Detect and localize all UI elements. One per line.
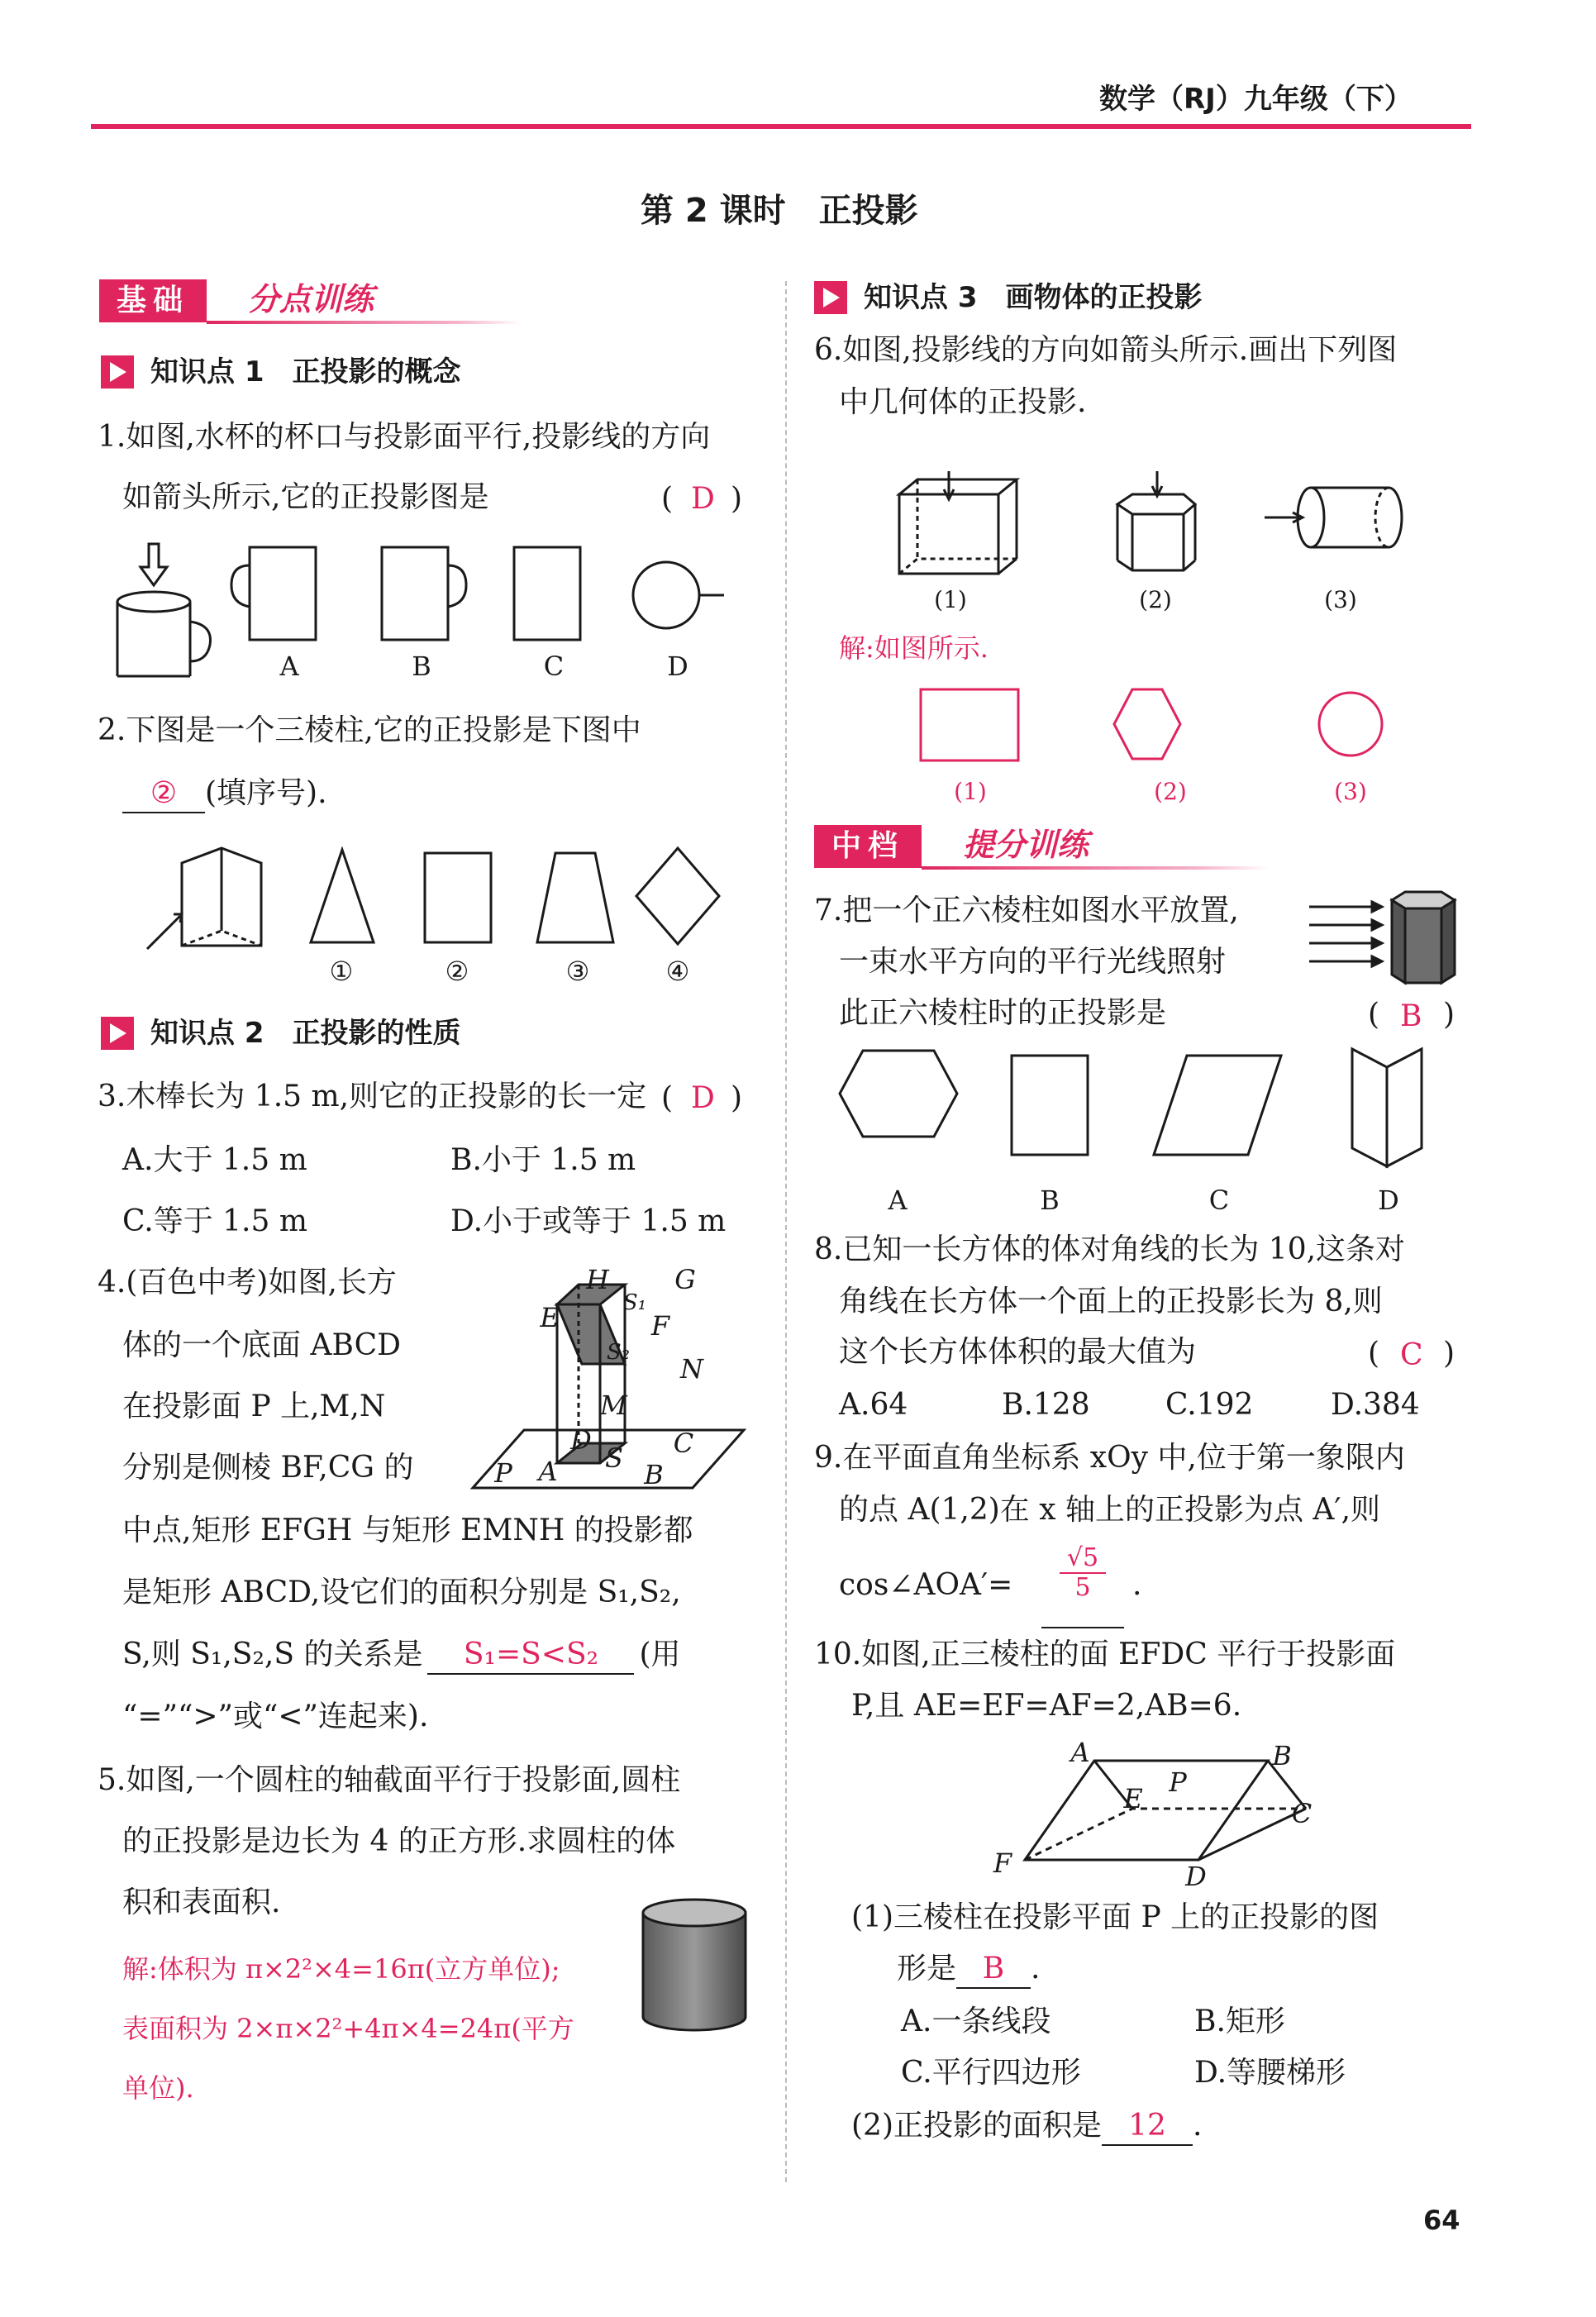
light-rays [1309, 902, 1382, 966]
q10-label-b: B [1272, 1740, 1292, 1771]
q10-label-c: C [1291, 1798, 1313, 1829]
q2-option-3-shape [537, 853, 613, 942]
q4-line7 [122, 1637, 681, 1675]
page-number: 64 [1423, 2205, 1460, 2236]
q6-answer-label-1: (1) [954, 778, 987, 805]
q7-line3: 此正六棱柱时的正投影是 [839, 996, 1167, 1030]
q1-paren-open: ( [661, 482, 674, 516]
q5-solution-3: 单位). [122, 2072, 194, 2104]
q10-line2: P,且 AE=EF=AF=2,AB=6. [851, 1689, 1242, 1723]
q10-label-e: E [1123, 1783, 1143, 1814]
q6-solution: 解:如图所示. [839, 632, 989, 664]
header-rule [91, 124, 1471, 129]
q2-option-4-shape [636, 848, 719, 944]
triangular-prism [147, 848, 261, 949]
q1-option-b-shape [382, 547, 466, 640]
q1-option-a-shape [231, 547, 316, 640]
q8-paren-open: ( [1368, 1337, 1380, 1371]
q7-choice-c: C [1208, 1185, 1230, 1216]
q2-choice-3: ③ [565, 956, 590, 987]
q8-line3: 这个长方体体积的最大值为 [839, 1335, 1197, 1369]
q3-option-b: B.小于 1.5 m [450, 1143, 636, 1177]
header-title: 数学（RJ）九年级（下） [1099, 83, 1413, 116]
q5-solution-2: 表面积为 2×π×2²+4π×4=24π(平方 [122, 2013, 574, 2044]
q7-choice-a: A [888, 1185, 908, 1216]
q4-label-c: C [673, 1428, 694, 1459]
q9-line3-post: . [1132, 1568, 1142, 1602]
q7-option-a-shape [840, 1051, 957, 1137]
q10-label-p: P [1169, 1766, 1187, 1798]
q7-paren-close: ) [1443, 998, 1455, 1032]
q5-line2: 的正投影是边长为 4 的正方形.求圆柱的体 [122, 1824, 676, 1858]
q10-sub1-line2-post: . [1031, 1952, 1041, 1986]
kp3-marker-icon [814, 281, 847, 314]
mug-figure [117, 544, 211, 676]
hex-prism-shaded [1392, 892, 1455, 983]
q10-sub2-post: . [1193, 2109, 1203, 2143]
q8-option-b: B.128 [1002, 1388, 1090, 1422]
q4-label-d: D [570, 1424, 592, 1456]
q10-sub2-answer: 12 [1102, 2108, 1193, 2146]
q6-fig-label-3: (3) [1324, 586, 1357, 613]
q4-line5: 中点,矩形 EFGH 与矩形 EMNH 的投影都 [122, 1514, 693, 1547]
q6-answer-label-3: (3) [1334, 778, 1367, 805]
q9-line2: 的点 A(1,2)在 x 轴上的正投影为点 A′,则 [839, 1493, 1381, 1527]
basic-tag-underline [207, 321, 521, 324]
q6-figure [893, 471, 1422, 579]
q7-options-figure [835, 1046, 1438, 1170]
q2-choice-1: ① [329, 956, 354, 987]
q7-line1: 7.把一个正六棱柱如图水平放置, [814, 894, 1239, 927]
q9-line1: 9.在平面直角坐标系 xOy 中,位于第一象限内 [814, 1441, 1405, 1475]
q8-option-c: C.192 [1165, 1388, 1254, 1422]
q2-line2 [122, 775, 327, 813]
q2-line1: 2.下图是一个三棱柱,它的正投影是下图中 [98, 713, 641, 747]
q4-line7-pre: S,则 S₁,S₂,S 的关系是 [122, 1638, 423, 1671]
kp1-marker-icon [101, 355, 134, 389]
q1-paren-close: ) [731, 482, 743, 516]
q4-answer: S₁=S<S₂ [427, 1637, 634, 1675]
q4-label-s: S [605, 1442, 623, 1474]
q2-figure [141, 843, 736, 967]
q4-line3: 在投影面 P 上,M,N [122, 1390, 386, 1423]
q10-line1: 10.如图,正三棱柱的面 EFDC 平行于投影面 [814, 1638, 1396, 1671]
q6-cylinder [1265, 488, 1402, 547]
q4-line7-post: (用 [639, 1638, 681, 1671]
q6-answer-hexagon [1114, 689, 1180, 759]
q4-label-f: F [650, 1310, 670, 1342]
q6-line1: 6.如图,投影线的方向如箭头所示.画出下列图 [814, 333, 1398, 367]
q1-choice-c: C [543, 651, 565, 682]
q10-sub1-line2 [897, 1951, 1040, 1989]
q10-sub2 [851, 2108, 1202, 2146]
q1-choice-d: D [667, 651, 688, 682]
q1-choice-b: B [412, 651, 431, 682]
mid-tag-box: 中档 [814, 825, 922, 868]
q7-answer: B [1400, 999, 1422, 1033]
q2-choice-2: ② [445, 956, 469, 987]
q3-option-d: D.小于或等于 1.5 m [450, 1204, 727, 1238]
q1-choice-a: A [279, 651, 299, 682]
q4-label-e: E [540, 1302, 560, 1333]
q10-label-d: D [1185, 1861, 1207, 1892]
basic-tag-text: 分点训练 [248, 281, 374, 317]
q4-label-g: G [674, 1264, 696, 1295]
q4-label-n: N [680, 1353, 703, 1385]
q10-option-b: B.矩形 [1194, 2005, 1285, 2038]
q7-choice-d: D [1378, 1185, 1399, 1216]
q4-label-h: H [586, 1264, 609, 1295]
q9-line3-pre: cos∠AOA′= [839, 1568, 1013, 1602]
q2-line2-rest: (填序号). [205, 776, 327, 810]
q2-option-2-shape [425, 853, 491, 942]
q2-choice-4: ④ [665, 956, 690, 987]
kp2-title: 知识点 2 正投影的性质 [150, 1017, 461, 1050]
q4-line1: 4.(百色中考)如图,长方 [98, 1266, 397, 1299]
q3-line1: 3.木棒长为 1.5 m,则它的正投影的长一定 [98, 1080, 647, 1113]
kp3-title: 知识点 3 画物体的正投影 [864, 281, 1203, 314]
column-divider [785, 281, 787, 2182]
q6-cuboid [899, 471, 1017, 574]
q10-sub1-line1: (1)三棱柱在投影平面 P 上的正投影的图 [851, 1900, 1379, 1934]
lesson-title: 第 2 课时 正投影 [641, 192, 918, 230]
q10-label-a: A [1070, 1737, 1090, 1768]
q7-choice-b: B [1040, 1185, 1060, 1216]
q4-line2: 体的一个底面 ABCD [122, 1328, 401, 1362]
q4-label-p: P [494, 1457, 512, 1489]
mid-tag-text: 提分训练 [963, 827, 1089, 863]
q9-answer-numerator: √5 [1060, 1544, 1106, 1574]
q7-option-c-shape [1154, 1056, 1281, 1155]
q5-solution-1: 解:体积为 π×2²×4=16π(立方单位); [122, 1953, 560, 1985]
q3-option-a: A.大于 1.5 m [122, 1143, 307, 1177]
q8-line1: 8.已知一长方体的体对角线的长为 10,这条对 [814, 1232, 1406, 1266]
q7-option-d-shape [1352, 1049, 1422, 1166]
q10-sub2-pre: (2)正投影的面积是 [851, 2109, 1102, 2143]
q1-answer: D [691, 482, 715, 516]
q10-option-a: A.一条线段 [901, 2005, 1051, 2038]
q4-label-s1: S₁ [622, 1290, 647, 1315]
q3-option-c: C.等于 1.5 m [122, 1204, 307, 1238]
q10-sub1-answer: B [956, 1951, 1031, 1989]
q4-line6: 是矩形 ABCD,设它们的面积分别是 S₁,S₂, [122, 1576, 681, 1609]
q4-label-m: M [600, 1390, 627, 1421]
q10-label-f: F [993, 1847, 1012, 1879]
q9-answer-denominator: 5 [1074, 1573, 1091, 1602]
q10-sub1-line2-pre: 形是 [897, 1952, 957, 1986]
q6-answer-label-2: (2) [1154, 778, 1187, 805]
q3-paren-close: ) [731, 1081, 743, 1115]
q6-fig-label-2: (2) [1139, 586, 1172, 613]
q10-option-c: C.平行四边形 [901, 2056, 1081, 2090]
q5-line1: 5.如图,一个圆柱的轴截面平行于投影面,圆柱 [98, 1763, 681, 1797]
q2-answer: ② [122, 775, 205, 813]
q8-line2: 角线在长方体一个面上的正投影长为 8,则 [839, 1285, 1383, 1318]
q1-line1: 1.如图,水杯的杯口与投影面平行,投影线的方向 [98, 420, 711, 454]
q6-answer-circle [1319, 693, 1382, 756]
q8-paren-close: ) [1443, 1337, 1455, 1371]
q4-label-a: A [538, 1456, 558, 1487]
q4-line8: “=”“>”或“<”连起来). [122, 1700, 429, 1733]
q3-answer: D [691, 1081, 715, 1115]
q8-option-d: D.384 [1331, 1388, 1420, 1422]
q3-paren-open: ( [661, 1081, 674, 1115]
q4-label-s2: S₂ [606, 1340, 631, 1365]
q7-paren-open: ( [1368, 998, 1380, 1032]
kp1-title: 知识点 1 正投影的概念 [150, 355, 461, 389]
q1-option-c-shape [514, 547, 580, 640]
mid-tag-underline [922, 866, 1269, 870]
q4-label-b: B [644, 1459, 664, 1490]
q4-line4: 分别是侧棱 BF,CG 的 [122, 1451, 414, 1485]
q5-cylinder-figure [636, 1893, 752, 2042]
q5-line3: 积和表面积. [122, 1886, 281, 1919]
q8-answer: C [1400, 1338, 1423, 1372]
q9-answer-fraction [1041, 1544, 1124, 1628]
kp2-marker-icon [101, 1017, 134, 1050]
q7-prism-figure [1306, 889, 1463, 988]
q8-option-a: A.64 [839, 1388, 908, 1422]
q7-line2: 一束水平方向的平行光线照射 [839, 945, 1227, 979]
q6-fig-label-1: (1) [934, 586, 967, 613]
q6-answer-rect [921, 689, 1018, 760]
q6-answer-figure [917, 686, 1397, 769]
q1-line2: 如箭头所示,它的正投影图是 [122, 480, 489, 514]
q2-option-1-shape [311, 850, 374, 942]
q6-hex-prism [1117, 471, 1195, 570]
q1-option-d-shape [633, 562, 724, 628]
basic-tag-box: 基础 [99, 279, 207, 322]
q7-option-b-shape [1012, 1056, 1088, 1155]
q6-line2: 中几何体的正投影. [839, 385, 1087, 419]
q10-option-d: D.等腰梯形 [1194, 2056, 1346, 2090]
